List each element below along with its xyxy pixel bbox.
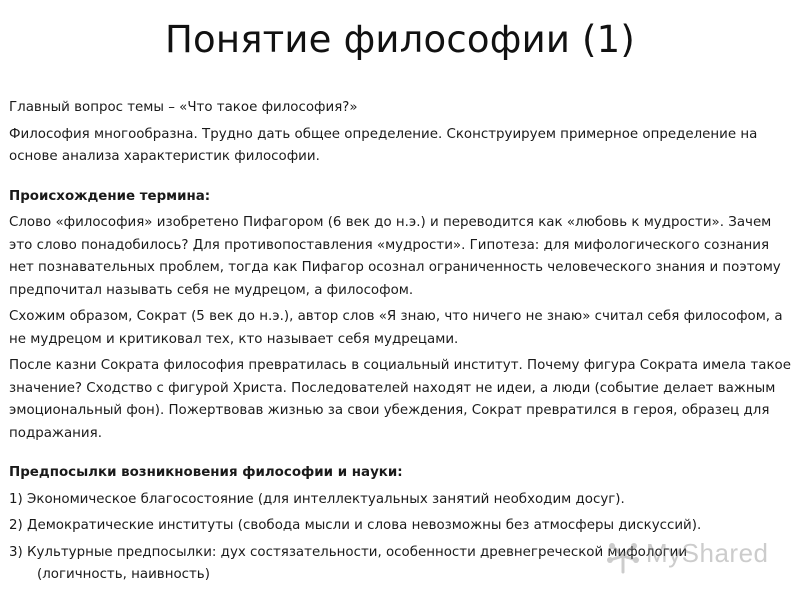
slide-body xyxy=(9,97,795,587)
slide-title: Понятие философии (1) xyxy=(164,18,636,61)
paragraph-socrates: Схожим образом, Сократ (5 век до н.э.), автор слов «Я знаю, что ничего не знаю» считал себя философом, а не мудрецом и критиковал тех, кто называет себя мудрецами. xyxy=(9,309,783,347)
paragraph-main-question: Главный вопрос темы – «Что такое философия?» xyxy=(9,100,358,115)
list-item-democratic: 2) Демократические институты (свобода мысли и слова невозможны без атмосферы дискуссий). xyxy=(9,518,702,533)
paragraph-pythagoras: Слово «философия» изобретено Пифагором (6 век до н.э.) и переводится как «любовь к мудрости». Зачем это слово понадобилось? Для противопоставления «мудрости». Гипотеза: для мифологического сознания нет познавательных проблем, тогда как Пифагор осознал ограниченность человеческого знания и поэтому предпочитал называть себя не мудрецом, а философом. xyxy=(9,215,781,298)
heading-term-origin: Происхождение термина: xyxy=(9,188,211,204)
paragraph-intro: Философия многообразна. Трудно дать общее определение. Сконструируем примерное определение на основе анализа характеристик философии. xyxy=(9,126,758,164)
list-item-cultural-continued: (логичность, наивность) xyxy=(37,567,210,582)
paragraph-after-execution: После казни Сократа философия превратилась в социальный институт. Почему фигура Сократа имела такое значение? Сходство с фигурой Христа. Последователей находят не идеи, а люди (событие делает важным эмоциональный фон). Пожертвовав жизнью за свои убеждения, Сократ превратился в героя, образец для подражания. xyxy=(9,358,791,441)
watermark-brand: MyShared xyxy=(646,538,769,568)
heading-prerequisites: Предпосылки возникновения философии и науки: xyxy=(9,465,403,480)
list-item-economic: 1) Экономическое благосостояние (для интеллектуальных занятий необходим досуг). xyxy=(9,491,625,507)
list-item-cultural: 3) Культурные предпосылки: дух состязательности, особенности древнегреческой мифологии xyxy=(9,544,688,560)
